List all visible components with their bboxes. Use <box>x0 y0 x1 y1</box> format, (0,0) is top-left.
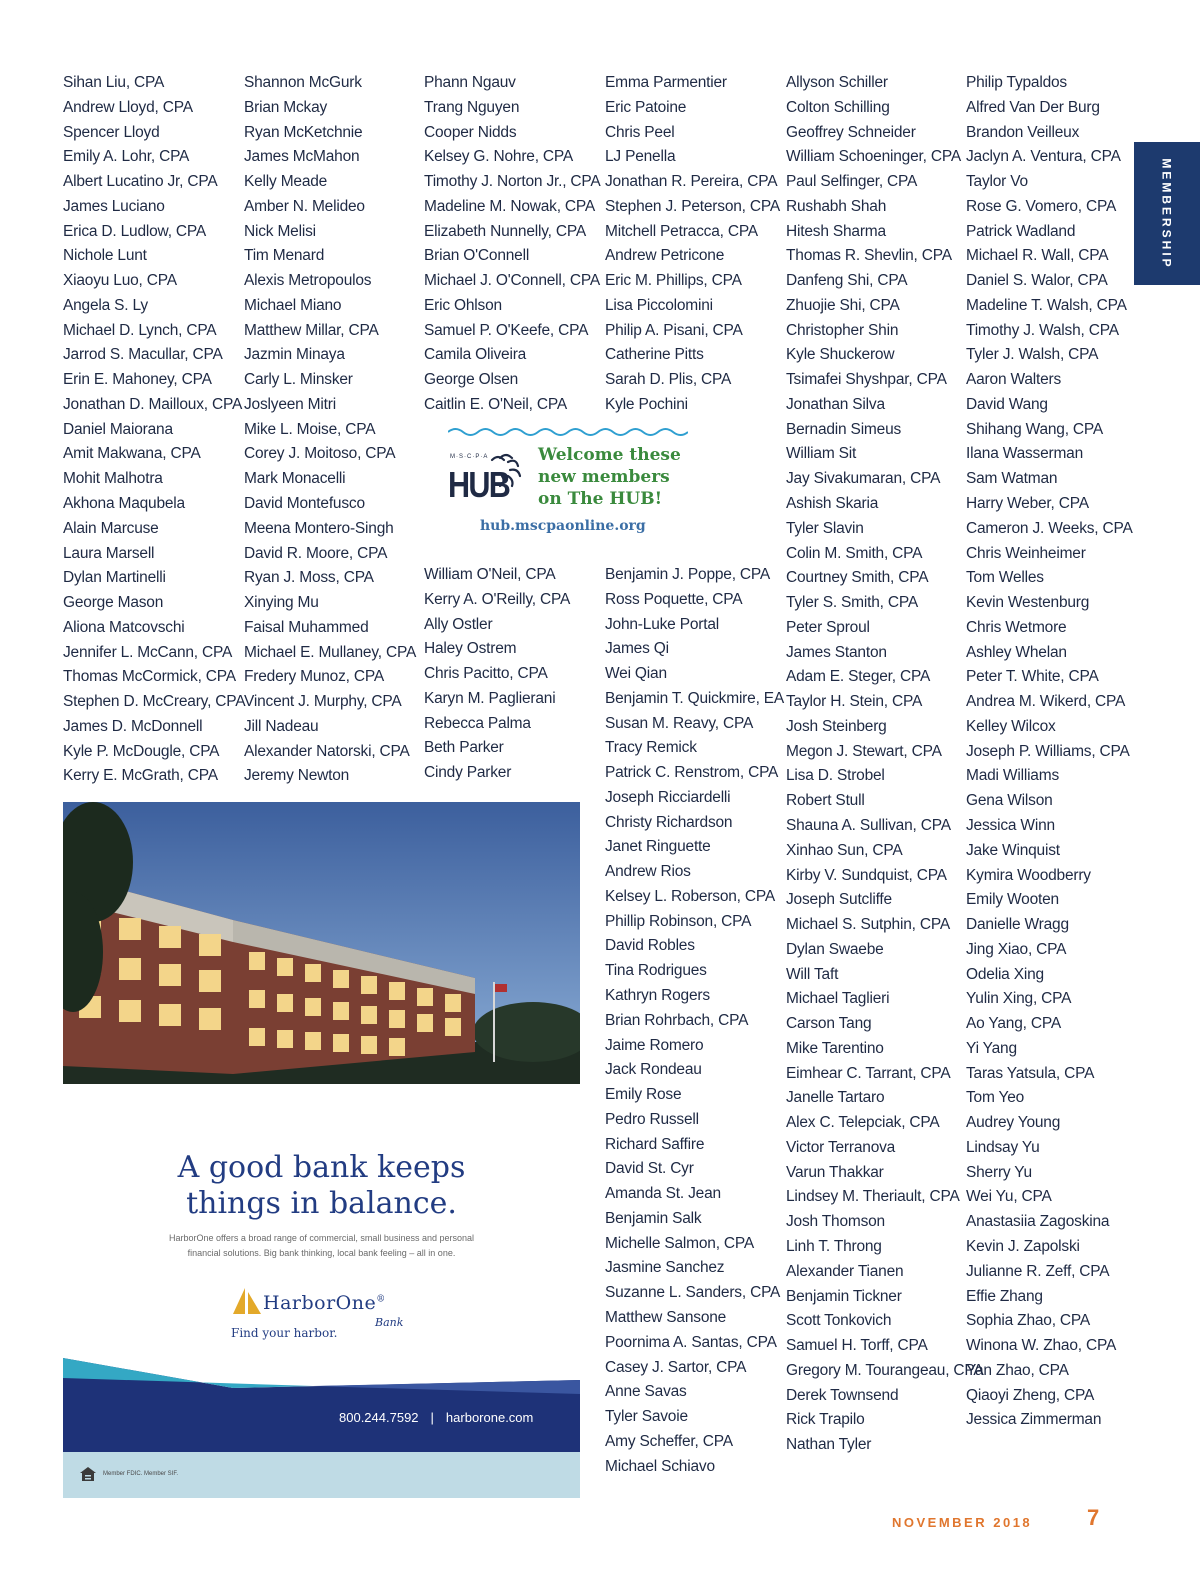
contact-separator: | <box>430 1410 434 1425</box>
member-name: Jonathan Silva <box>786 395 885 413</box>
member-name: Jessica Zimmerman <box>966 1411 1102 1429</box>
member-name: Matthew Millar, CPA <box>244 321 379 339</box>
member-name: Yan Zhao, CPA <box>966 1361 1069 1379</box>
member-name: Mike Tarentino <box>786 1039 884 1057</box>
member-name: Amy Scheffer, CPA <box>605 1432 733 1450</box>
member-name: John-Luke Portal <box>605 615 719 633</box>
ad-footer <box>63 1452 580 1498</box>
brand-name: HarborOne® <box>263 1292 386 1314</box>
member-name: Andrea M. Wikerd, CPA <box>966 693 1126 711</box>
ad-headline <box>63 1150 580 1222</box>
name-column-2 <box>244 71 416 789</box>
member-name: William Schoeninger, CPA <box>786 148 961 166</box>
member-name: Brian Mckay <box>244 98 328 116</box>
member-name: Ally Ostler <box>424 615 493 633</box>
member-name: Samuel P. O'Keefe, CPA <box>424 321 589 339</box>
member-name: Kyle Shuckerow <box>786 346 895 364</box>
member-name: Amit Makwana, CPA <box>63 445 201 463</box>
member-name: Shannon McGurk <box>244 74 362 91</box>
member-name: Mitchell Petracca, CPA <box>605 222 758 240</box>
member-name: Adam E. Steger, CPA <box>786 668 931 686</box>
member-name: Bernadin Simeus <box>786 420 902 438</box>
member-name: Taylor Vo <box>966 173 1028 191</box>
member-name: Dylan Martinelli <box>63 569 166 587</box>
member-name: Rushabh Shah <box>786 197 887 215</box>
member-name: Dylan Swaebe <box>786 940 884 958</box>
member-name: James D. McDonnell <box>63 717 203 735</box>
member-name: Casey J. Sartor, CPA <box>605 1358 747 1376</box>
ad-description-line-1: HarborOne offers a broad range of commercial, small business and personal <box>169 1233 474 1243</box>
member-name: Geoffrey Schneider <box>786 123 916 141</box>
member-name: Carly L. Minsker <box>244 371 353 389</box>
member-name: David Robles <box>605 937 695 955</box>
member-name: Sihan Liu, CPA <box>63 74 165 91</box>
member-name: Vincent J. Murphy, CPA <box>244 693 402 711</box>
member-name: Michael Schiavo <box>605 1457 715 1475</box>
member-name: Ilana Wasserman <box>966 445 1084 463</box>
member-name: Anastasiia Zagoskina <box>966 1213 1110 1231</box>
member-name: Xinhao Sun, CPA <box>786 841 903 859</box>
member-name: Daniel Maiorana <box>63 420 173 438</box>
member-name: Catherine Pitts <box>605 346 704 364</box>
member-name: Sarah D. Plis, CPA <box>605 371 732 389</box>
member-name: Daniel S. Walor, CPA <box>966 272 1108 290</box>
member-name: Thomas McCormick, CPA <box>63 668 236 686</box>
member-name: Matthew Sansone <box>605 1308 727 1326</box>
member-name: Michael Taglieri <box>786 990 890 1008</box>
member-name: Poornima A. Santas, CPA <box>605 1333 777 1351</box>
member-name: Robert Stull <box>786 792 865 810</box>
member-name: Caitlin E. O'Neil, CPA <box>424 395 567 413</box>
member-name: Christy Richardson <box>605 813 733 831</box>
member-name: Jing Xiao, CPA <box>966 940 1067 958</box>
member-name: Chris Weinheimer <box>966 544 1086 562</box>
ad-headline-line-2: things in balance. <box>186 1186 457 1221</box>
issue-date: NOVEMBER 2018 <box>892 1515 1033 1530</box>
member-name: Aaron Walters <box>966 371 1062 389</box>
member-name: Emily Rose <box>605 1086 682 1104</box>
hub-url-link[interactable]: hub.mscpaonline.org <box>480 518 646 534</box>
member-name: Camila Oliveira <box>424 346 527 364</box>
member-name: Patrick Wadland <box>966 222 1076 240</box>
member-name: Kelley Wilcox <box>966 717 1056 735</box>
member-name: Lindsey M. Theriault, CPA <box>786 1188 960 1206</box>
member-name: Audrey Young <box>966 1114 1061 1132</box>
brand-sub: Bank <box>375 1316 404 1329</box>
ad-description <box>63 1231 580 1261</box>
member-name: Xinying Mu <box>244 594 319 612</box>
member-name: Kelsey G. Nohre, CPA <box>424 148 574 166</box>
member-name: Stephen D. McCreary, CPA <box>63 693 246 711</box>
member-name: Taras Yatsula, CPA <box>966 1064 1095 1082</box>
member-name: Zhuojie Shi, CPA <box>786 296 900 314</box>
fdic-notice: Member FDIC. Member SIF. <box>103 1471 179 1477</box>
member-name: Timothy J. Norton Jr., CPA <box>424 173 601 191</box>
member-name: Akhona Maqubela <box>63 495 185 513</box>
member-name: Jaime Romero <box>605 1036 704 1054</box>
member-name: Kirby V. Sundquist, CPA <box>786 866 947 884</box>
member-name: Alex C. Telepciak, CPA <box>786 1114 940 1132</box>
member-name: Joslyeen Mitri <box>244 395 336 413</box>
member-name: Andrew Rios <box>605 863 691 881</box>
harborone-logo <box>231 1282 451 1342</box>
member-name: Eric Patoine <box>605 98 687 116</box>
member-name: Tom Yeo <box>966 1089 1025 1107</box>
member-name: James Stanton <box>786 643 887 661</box>
member-name: Xiaoyu Luo, CPA <box>63 272 177 290</box>
member-name: Joseph Sutcliffe <box>786 891 892 909</box>
member-name: Sam Watman <box>966 470 1058 488</box>
member-name: Peter T. White, CPA <box>966 668 1099 686</box>
member-name: Tyler S. Smith, CPA <box>786 594 918 612</box>
member-name: Colin M. Smith, CPA <box>786 544 923 562</box>
member-name: Phann Ngauv <box>424 74 516 91</box>
member-name: Corey J. Moitoso, CPA <box>244 445 396 463</box>
member-name: Angela S. Ly <box>63 296 148 314</box>
member-name: Danfeng Shi, CPA <box>786 272 908 290</box>
member-name: Gregory M. Tourangeau, CPA <box>786 1361 984 1379</box>
member-name: Jill Nadeau <box>244 717 319 735</box>
member-name: Ross Poquette, CPA <box>605 590 743 608</box>
member-name: Allyson Schiller <box>786 74 888 91</box>
member-name: Winona W. Zhao, CPA <box>966 1337 1117 1355</box>
member-name: Kevin J. Zapolski <box>966 1237 1080 1255</box>
brand-tagline: Find your harbor. <box>231 1326 338 1340</box>
member-name: Effie Zhang <box>966 1287 1043 1305</box>
member-name: Gena Wilson <box>966 792 1053 810</box>
member-name: Thomas R. Shevlin, CPA <box>786 247 952 265</box>
member-name: Tim Menard <box>244 247 325 265</box>
member-name: David St. Cyr <box>605 1160 694 1178</box>
member-name: Kelly Meade <box>244 173 328 191</box>
member-name: Joseph Ricciardelli <box>605 788 731 806</box>
member-name: David Montefusco <box>244 495 365 513</box>
member-name: Kerry A. O'Reilly, CPA <box>424 590 571 608</box>
section-tab <box>1134 142 1200 285</box>
member-name: Stephen J. Peterson, CPA <box>605 197 780 215</box>
ad-color-band <box>63 1348 580 1452</box>
member-name: Michael R. Wall, CPA <box>966 247 1109 265</box>
member-name: Michael Miano <box>244 296 342 314</box>
member-name: Philip A. Pisani, CPA <box>605 321 743 339</box>
member-name: Benjamin Tickner <box>786 1287 902 1305</box>
member-name: Brian O'Connell <box>424 247 530 265</box>
member-name: Peter Sproul <box>786 618 870 636</box>
name-column-5 <box>786 71 984 1458</box>
member-name: Megon J. Stewart, CPA <box>786 742 942 760</box>
equal-housing-icon <box>79 1466 97 1482</box>
member-name: Jeremy Newton <box>244 767 350 785</box>
member-name: Sherry Yu <box>966 1163 1032 1181</box>
member-name: Jonathan R. Pereira, CPA <box>605 173 778 191</box>
member-name: Karyn M. Paglierani <box>424 689 556 707</box>
member-name: Richard Saffire <box>605 1135 705 1153</box>
member-name: Tina Rodrigues <box>605 962 707 980</box>
member-name: Madeline M. Nowak, CPA <box>424 197 596 215</box>
member-name: Mike L. Moise, CPA <box>244 420 376 438</box>
ad-description-line-2: financial solutions. Big bank thinking, local bank feeling – all in one. <box>187 1248 456 1258</box>
member-name: Jasmine Sanchez <box>605 1259 725 1277</box>
member-name: Cooper Nidds <box>424 123 517 141</box>
member-name: Susan M. Reavy, CPA <box>605 714 754 732</box>
member-name: William O'Neil, CPA <box>424 566 556 583</box>
member-name: Laura Marsell <box>63 544 155 562</box>
member-name: Benjamin T. Quickmire, EA <box>605 689 785 707</box>
member-name: Benjamin Salk <box>605 1209 702 1227</box>
member-name: Wei Yu, CPA <box>966 1188 1052 1206</box>
member-name: Scott Tonkovich <box>786 1312 892 1330</box>
hub-logo-small-text: M·S·C·P·A <box>450 454 489 460</box>
member-name: Andrew Lloyd, CPA <box>63 98 193 116</box>
member-name: Qiaoyi Zheng, CPA <box>966 1386 1095 1404</box>
member-name: Amber N. Melideo <box>244 197 365 215</box>
member-name: Emma Parmentier <box>605 74 727 91</box>
member-name: Josh Thomson <box>786 1213 885 1231</box>
member-name: Linh T. Throng <box>786 1237 882 1255</box>
member-name: Kyle Pochini <box>605 395 688 413</box>
member-name: Ao Yang, CPA <box>966 1015 1061 1033</box>
member-name: Brian Rohrbach, CPA <box>605 1011 749 1029</box>
member-name: Tyler J. Walsh, CPA <box>966 346 1099 364</box>
member-name: Wei Qian <box>605 665 667 683</box>
member-name: Janelle Tartaro <box>786 1089 885 1107</box>
member-name: Benjamin J. Poppe, CPA <box>605 566 771 583</box>
hub-welcome-text <box>538 444 681 510</box>
member-name: Lisa Piccolomini <box>605 296 713 314</box>
member-name: Tyler Slavin <box>786 519 864 537</box>
member-name: Tyler Savoie <box>605 1408 688 1426</box>
member-name: Jarrod S. Macullar, CPA <box>63 346 223 364</box>
hub-welcome-line-1: Welcome these <box>538 445 681 465</box>
member-name: Rick Trapilo <box>786 1411 865 1429</box>
member-name: Colton Schilling <box>786 98 890 116</box>
member-name: Madi Williams <box>966 767 1059 785</box>
member-name: Michael E. Mullaney, CPA <box>244 643 417 661</box>
member-name: Brandon Veilleux <box>966 123 1080 141</box>
member-name: Eimhear C. Tarrant, CPA <box>786 1064 951 1082</box>
member-name: James Luciano <box>63 197 165 215</box>
name-column-4-top <box>605 71 780 418</box>
member-name: Andrew Petricone <box>605 247 725 265</box>
member-name: Shihang Wang, CPA <box>966 420 1104 438</box>
member-name: Julianne R. Zeff, CPA <box>966 1262 1110 1280</box>
member-name: Madeline T. Walsh, CPA <box>966 296 1127 314</box>
bank-building-photo <box>63 802 580 1084</box>
member-name: Michael J. O'Connell, CPA <box>424 272 600 290</box>
member-name: Victor Terranova <box>786 1138 896 1156</box>
ad-website-link[interactable]: harborone.com <box>445 1410 534 1425</box>
member-name: Michael S. Sutphin, CPA <box>786 916 950 934</box>
member-name: Elizabeth Nunnelly, CPA <box>424 222 586 240</box>
page-number: 7 <box>1087 1505 1100 1530</box>
member-name: Lindsay Yu <box>966 1138 1040 1156</box>
member-name: Courtney Smith, CPA <box>786 569 929 587</box>
member-name: Albert Lucatino Jr, CPA <box>63 173 218 191</box>
section-tab-label: MEMBERSHIP <box>1160 157 1174 270</box>
member-name: Ryan McKetchnie <box>244 123 363 141</box>
member-name: Eric Ohlson <box>424 296 502 314</box>
member-name: Patrick C. Renstrom, CPA <box>605 764 779 782</box>
member-name: Kerry E. McGrath, CPA <box>63 767 218 785</box>
member-name: Faisal Muhammed <box>244 618 369 636</box>
member-name: Paul Selfinger, CPA <box>786 173 918 191</box>
member-name: Ashish Skaria <box>786 495 879 513</box>
member-name: Chris Pacitto, CPA <box>424 665 548 683</box>
member-name: Alain Marcuse <box>63 519 159 537</box>
member-name: LJ Penella <box>605 148 676 166</box>
member-name: Varun Thakkar <box>786 1163 884 1181</box>
member-name: Alexander Tianen <box>786 1262 904 1280</box>
member-name: Nathan Tyler <box>786 1436 872 1454</box>
name-column-4-bottom <box>605 563 784 1479</box>
ad-headline-line-1: A good bank keeps <box>177 1150 466 1185</box>
member-name: Christopher Shin <box>786 321 899 339</box>
member-name: Harry Weber, CPA <box>966 495 1089 513</box>
member-name: Chris Peel <box>605 123 675 141</box>
member-name: Kelsey L. Roberson, CPA <box>605 887 776 905</box>
member-name: Michael D. Lynch, CPA <box>63 321 217 339</box>
member-name: Alfred Van Der Burg <box>966 98 1100 116</box>
member-name: Phillip Robinson, CPA <box>605 912 752 930</box>
member-name: George Mason <box>63 594 164 612</box>
member-name: Janet Ringuette <box>605 838 711 856</box>
name-column-3-bottom <box>424 563 570 786</box>
member-name: Erin E. Mahoney, CPA <box>63 371 212 389</box>
harborone-advertisement[interactable] <box>63 802 580 1498</box>
name-column-1 <box>63 71 245 789</box>
member-name: Tom Welles <box>966 569 1044 587</box>
member-name: Yulin Xing, CPA <box>966 990 1072 1008</box>
member-name: Jessica Winn <box>966 816 1055 834</box>
member-name: Cindy Parker <box>424 764 512 782</box>
sail-logo-icon <box>231 1286 263 1318</box>
member-name: Trang Nguyen <box>424 98 520 116</box>
member-name: Carson Tang <box>786 1015 872 1033</box>
member-name: William Sit <box>786 445 857 463</box>
wave-line-icon <box>448 426 688 438</box>
member-name: Suzanne L. Sanders, CPA <box>605 1284 781 1302</box>
member-name: Jack Rondeau <box>605 1061 702 1079</box>
member-name: Emily Wooten <box>966 891 1059 909</box>
member-name: Lisa D. Strobel <box>786 767 885 785</box>
member-name: Eric M. Phillips, CPA <box>605 272 742 290</box>
member-name: Ashley Whelan <box>966 643 1067 661</box>
member-name: David Wang <box>966 395 1048 413</box>
member-name: Danielle Wragg <box>966 916 1069 934</box>
member-name: Rose G. Vomero, CPA <box>966 197 1117 215</box>
member-name: Yi Yang <box>966 1039 1017 1057</box>
member-name: Samuel H. Torff, CPA <box>786 1337 928 1355</box>
member-name: James Qi <box>605 640 669 658</box>
member-name: Tracy Remick <box>605 739 697 757</box>
member-name: Jonathan D. Mailloux, CPA <box>63 395 243 413</box>
name-column-3-top <box>424 71 601 418</box>
member-name: Odelia Xing <box>966 965 1044 983</box>
member-name: Kyle P. McDougle, CPA <box>63 742 220 760</box>
member-name: Rebecca Palma <box>424 714 531 732</box>
member-name: Tsimafei Shyshpar, CPA <box>786 371 947 389</box>
member-name: Timothy J. Walsh, CPA <box>966 321 1119 339</box>
member-name: Derek Townsend <box>786 1386 899 1404</box>
member-name: Sophia Zhao, CPA <box>966 1312 1091 1330</box>
member-name: Chris Wetmore <box>966 618 1067 636</box>
member-name: Spencer Lloyd <box>63 123 160 141</box>
ad-phone[interactable]: 800.244.7592 <box>339 1410 419 1425</box>
hub-burst-icon <box>486 452 526 492</box>
member-name: Haley Ostrem <box>424 640 517 658</box>
member-name: Jennifer L. McCann, CPA <box>63 643 233 661</box>
member-name: Joseph P. Williams, CPA <box>966 742 1130 760</box>
hub-logo <box>448 452 530 508</box>
member-name: Anne Savas <box>605 1383 687 1401</box>
ad-contact <box>339 1410 533 1425</box>
hub-welcome-line-2: new members <box>538 467 670 487</box>
member-name: Alexander Natorski, CPA <box>244 742 410 760</box>
hub-welcome-line-3: on The HUB! <box>538 489 663 509</box>
member-name: Fredery Munoz, CPA <box>244 668 384 686</box>
member-name: Amanda St. Jean <box>605 1185 721 1203</box>
member-name: Ryan J. Moss, CPA <box>244 569 374 587</box>
member-name: Emily A. Lohr, CPA <box>63 148 190 166</box>
member-name: Jake Winquist <box>966 841 1060 859</box>
member-name: Nichole Lunt <box>63 247 147 265</box>
member-name: Beth Parker <box>424 739 504 757</box>
member-name: Philip Typaldos <box>966 74 1067 91</box>
member-name: Kymira Woodberry <box>966 866 1091 884</box>
member-name: Hitesh Sharma <box>786 222 886 240</box>
member-name: Meena Montero-Singh <box>244 519 394 537</box>
member-name: Michelle Salmon, CPA <box>605 1234 755 1252</box>
member-name: Nick Melisi <box>244 222 316 240</box>
member-name: Jazmin Minaya <box>244 346 345 364</box>
member-name: Kevin Westenburg <box>966 594 1090 612</box>
member-name: Aliona Matcovschi <box>63 618 185 636</box>
member-name: Jaclyn A. Ventura, CPA <box>966 148 1121 166</box>
hub-logo-text: HUB <box>448 464 510 505</box>
member-name: Erica D. Ludlow, CPA <box>63 222 207 240</box>
member-name: Josh Steinberg <box>786 717 887 735</box>
member-name: Kathryn Rogers <box>605 987 710 1005</box>
member-name: David R. Moore, CPA <box>244 544 388 562</box>
member-name: James McMahon <box>244 148 360 166</box>
member-name: Shauna A. Sullivan, CPA <box>786 816 951 834</box>
name-column-6 <box>966 71 1133 1433</box>
member-name: George Olsen <box>424 371 519 389</box>
hub-welcome-box <box>448 426 688 542</box>
member-name: Taylor H. Stein, CPA <box>786 693 923 711</box>
member-name: Alexis Metropoulos <box>244 272 372 290</box>
member-name: Pedro Russell <box>605 1110 699 1128</box>
member-name: Cameron J. Weeks, CPA <box>966 519 1133 537</box>
member-name: Jay Sivakumaran, CPA <box>786 470 941 488</box>
member-name: Will Taft <box>786 965 839 983</box>
member-name: Mohit Malhotra <box>63 470 163 488</box>
member-name: Mark Monacelli <box>244 470 346 488</box>
